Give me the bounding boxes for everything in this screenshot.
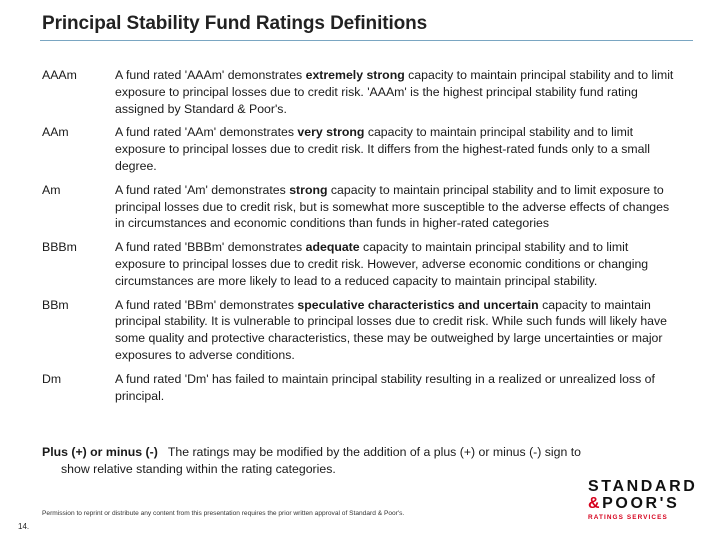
modifier-note-text-continued: show relative standing within the rating categories. <box>61 461 336 476</box>
definition-row <box>42 67 682 117</box>
sp-logo <box>588 478 708 521</box>
definition-row <box>42 371 682 405</box>
rating-description: A fund rated 'BBBm' demonstrates adequate capacity to maintain principal stability and to limit exposure to principal losses due to credit risk. However, adverse economic conditions or changing circumstances are more likely to lead to a reduced capacity to maintain principal stability. <box>115 240 649 288</box>
rating-code: AAm <box>42 125 69 140</box>
logo-line-standard: STANDARD <box>588 478 698 495</box>
logo-ampersand: & <box>588 495 603 512</box>
definition-row <box>42 182 682 232</box>
logo-line-ratings-services: RATINGS SERVICES <box>588 514 668 521</box>
definitions-list <box>42 67 682 404</box>
rating-description: A fund rated 'AAm' demonstrates very strong capacity to maintain principal stability and to limit exposure to principal losses due to credit risk. It differs from the highest-rated funds only to a small degree. <box>115 125 650 173</box>
logo-line-poors: &POOR'S <box>588 495 680 512</box>
title-divider <box>40 40 693 41</box>
rating-description: A fund rated 'Am' demonstrates strong capacity to maintain principal stability and to limit exposure to principal losses due to credit risk, but is somewhat more susceptible to the adverse effects of changes in circumstances and economic conditions than funds in higher-rated categories <box>115 182 670 231</box>
rating-code: BBBm <box>42 240 77 255</box>
footer-disclaimer: Permission to reprint or distribute any content from this presentation requires the prior written approval of Standard & Poor's. <box>42 510 405 517</box>
rating-description: A fund rated 'BBm' demonstrates speculative characteristics and uncertain capacity to maintain principal stability. It is vulnerable to principal losses due to credit risk. While such funds will likely have some quality and protective characteristics, these may be outweighed by large uncertainties or major exposures to adverse conditions. <box>115 297 668 362</box>
definition-row <box>42 239 682 289</box>
rating-description: A fund rated 'Dm' has failed to maintain principal stability resulting in a realized or unrealized loss of principal. <box>115 371 655 403</box>
modifier-note-label: Plus (+) or minus (-) <box>42 445 158 459</box>
definition-row <box>42 124 682 174</box>
page-number: 14. <box>18 522 30 531</box>
rating-code: Dm <box>42 371 62 386</box>
rating-code: Am <box>42 182 61 197</box>
rating-code: BBm <box>42 297 69 312</box>
rating-code: AAAm <box>42 68 77 82</box>
rating-description: A fund rated 'AAAm' demonstrates extremely strong capacity to maintain principal stability and to limit exposure to principal losses due to credit risk. 'AAAm' is the highest principal stability fund rating assigned by Standard & Poor's. <box>115 68 674 116</box>
definition-row <box>42 297 682 364</box>
modifier-note <box>42 444 692 478</box>
page-title: Principal Stability Fund Ratings Definitions <box>42 13 428 34</box>
modifier-note-text: The ratings may be modified by the addition of a plus (+) or minus (-) sign to <box>167 445 582 459</box>
